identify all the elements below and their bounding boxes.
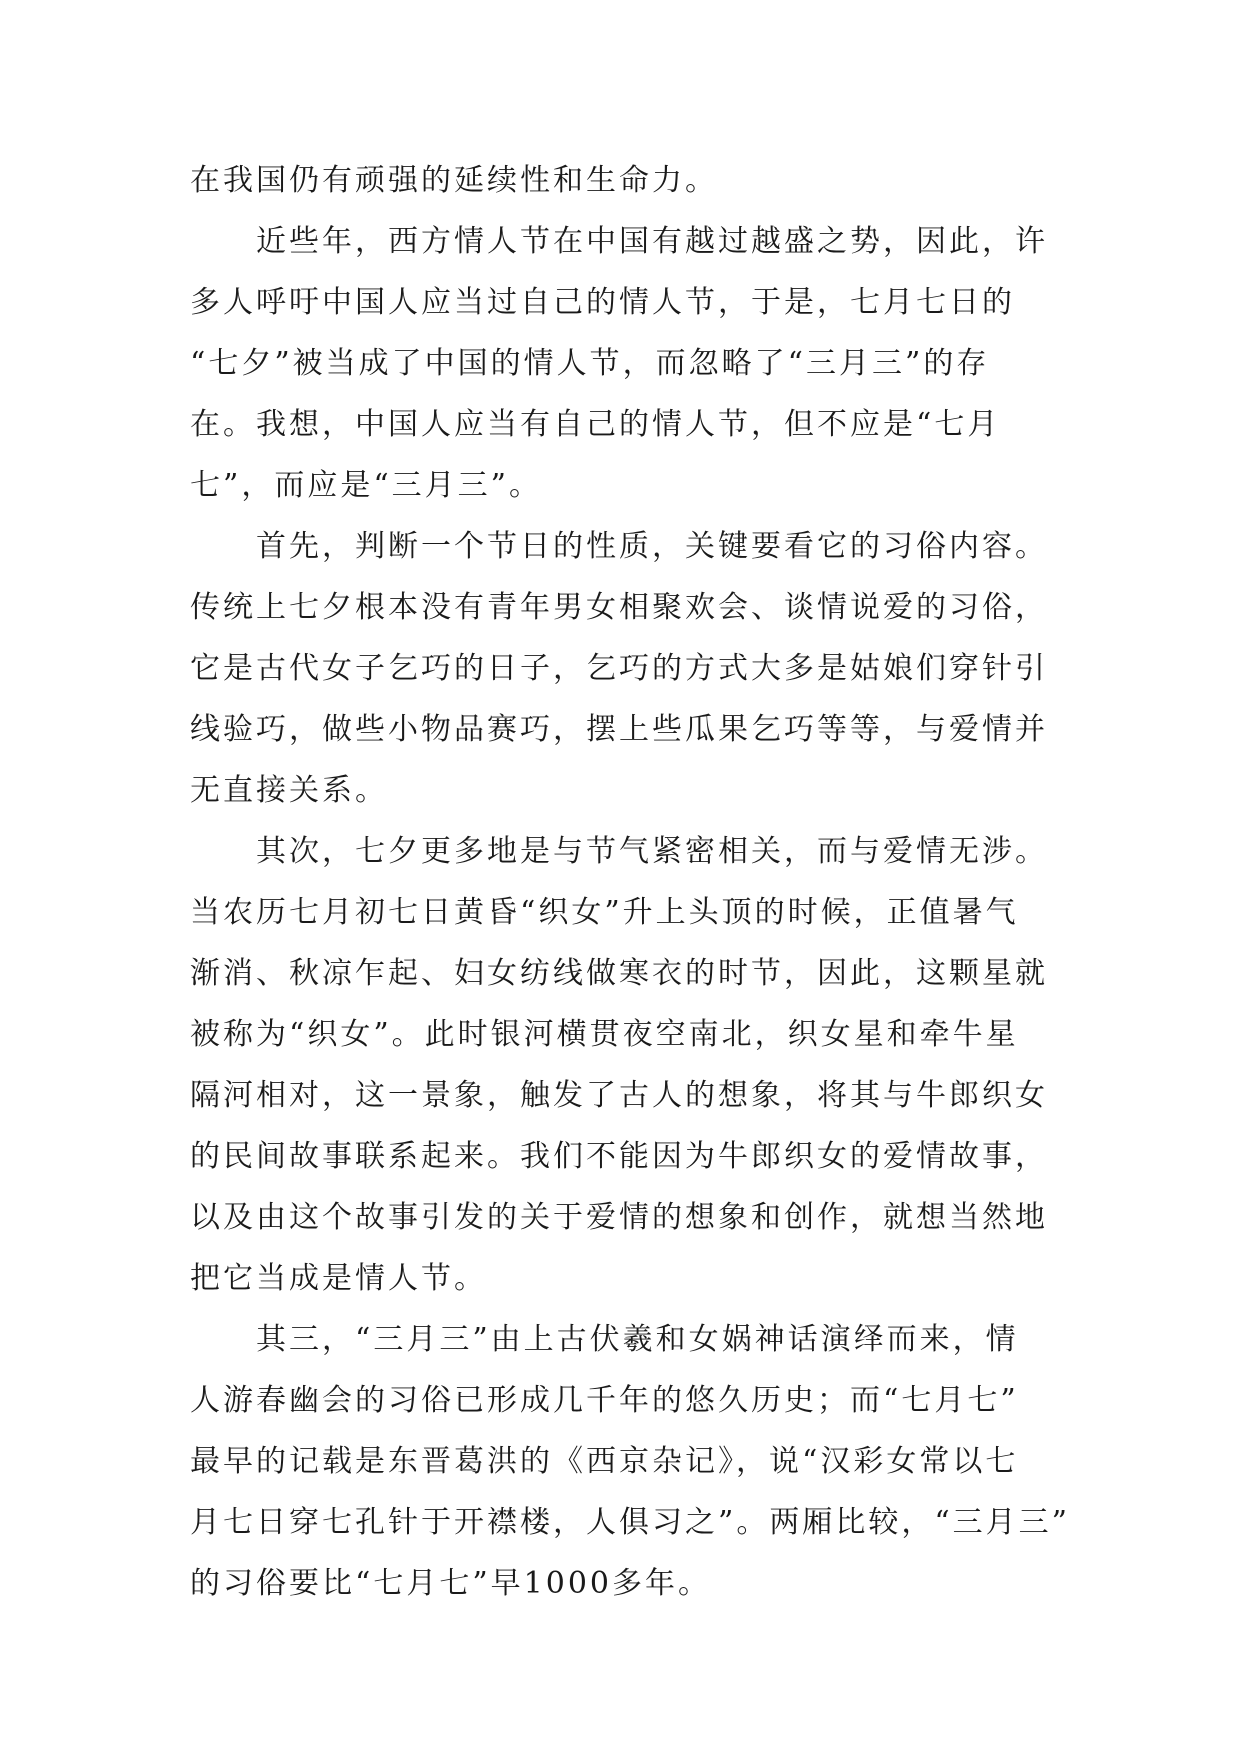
- text-line: 线验巧，做些小物品赛巧，摆上些瓜果乞巧等等，与爱情并: [190, 712, 1048, 747]
- text-line: “七夕”被当成了中国的情人节，而忽略了“三月三”的存: [190, 346, 990, 381]
- paragraph-first-line: 近些年，西方情人节在中国有越过越盛之势，因此，许: [256, 224, 1048, 259]
- paragraph-first-line: 其次，七夕更多地是与节气紧密相关，而与爱情无涉。: [256, 834, 1048, 869]
- text-line: 被称为“织女”。此时银河横贯夜空南北，织女星和牵牛星: [190, 1017, 1019, 1052]
- text-line: 在。我想，中国人应当有自己的情人节，但不应是“七月: [190, 407, 1001, 442]
- text-line: 在我国仍有顽强的延续性和生命力。: [190, 163, 718, 198]
- paragraph-first-line: 其三，“三月三”由上古伏羲和女娲神话演绎而来，情: [256, 1322, 1019, 1357]
- text-line: 以及由这个故事引发的关于爱情的想象和创作，就想当然地: [190, 1200, 1048, 1235]
- body-text: [190, 150, 1071, 1614]
- text-line: 它是古代女子乞巧的日子，乞巧的方式大多是姑娘们穿针引: [190, 651, 1048, 686]
- text-line: 的民间故事联系起来。我们不能因为牛郎织女的爱情故事，: [190, 1139, 1048, 1174]
- text-line: 无直接关系。: [190, 773, 388, 808]
- text-line: 的习俗要比“七月七”早1000多年。: [190, 1566, 712, 1601]
- text-line: 最早的记载是东晋葛洪的《西京杂记》，说“汉彩女常以七: [190, 1444, 1019, 1479]
- paragraph-first-line: 首先，判断一个节日的性质，关键要看它的习俗内容。: [256, 529, 1048, 564]
- text-line: 传统上七夕根本没有青年男女相聚欢会、谈情说爱的习俗，: [190, 590, 1048, 625]
- text-line: 人游春幽会的习俗已形成几千年的悠久历史；而“七月七”: [190, 1383, 1019, 1418]
- text-line: 七”，而应是“三月三”。: [190, 468, 543, 503]
- text-line: 渐消、秋凉乍起、妇女纺线做寒衣的时节，因此，这颗星就: [190, 956, 1048, 991]
- text-line: 月七日穿七孔针于开襟楼，人俱习之”。两厢比较，“三月三”: [190, 1505, 1071, 1540]
- text-line: 当农历七月初七日黄昏“织女”升上头顶的时候，正值暑气: [190, 895, 1019, 930]
- text-line: 隔河相对，这一景象，触发了古人的想象，将其与牛郎织女: [190, 1078, 1048, 1113]
- text-line: 多人呼吁中国人应当过自己的情人节，于是，七月七日的: [190, 285, 1015, 320]
- text-line: 把它当成是情人节。: [190, 1261, 487, 1296]
